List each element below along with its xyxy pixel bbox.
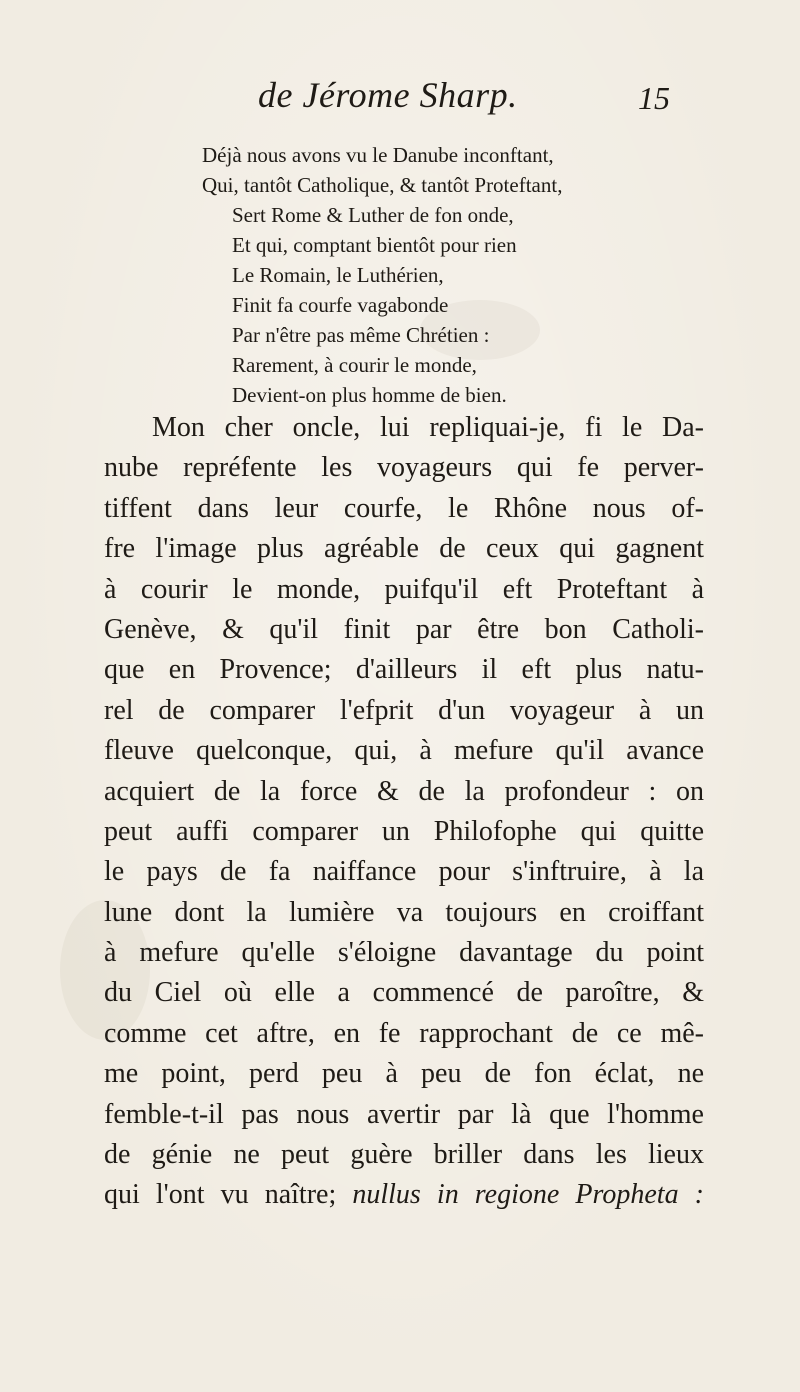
- prose-line: lune dont la lumière va toujours en croiffant: [104, 896, 704, 928]
- prose-line: à courir le monde, puifqu'il eft Proteftant à: [104, 573, 704, 605]
- prose-line: acquiert de la force & de la profondeur : on: [104, 775, 704, 807]
- prose-line: Mon cher oncle, lui repliquai-je, fi le Da-: [152, 412, 704, 443]
- verse-line: Devient-on plus homme de bien.: [232, 383, 507, 407]
- prose-line: fre l'image plus agréable de ceux qui gagnent: [104, 533, 704, 565]
- prose-line: comme cet aftre, en fe rapprochant de ce mê-: [104, 1017, 704, 1049]
- prose-line: de génie ne peut guère briller dans les lieux: [104, 1139, 704, 1171]
- verse-line: Rarement, à courir le monde,: [232, 353, 477, 377]
- prose-final-roman: qui l'ont vu naître;: [104, 1179, 353, 1211]
- prose-line: que en Provence; d'ailleurs il eft plus natu-: [104, 654, 704, 686]
- prose-line: tiffent dans leur courfe, le Rhône nous of-: [104, 492, 704, 524]
- verse-line: Et qui, comptant bientôt pour rien: [232, 233, 517, 257]
- prose-line: fleuve quelconque, qui, à mefure qu'il avance: [104, 735, 704, 767]
- prose-line: du Ciel où elle a commencé de paroître, &: [104, 977, 704, 1009]
- prose-line: rel de comparer l'efprit d'un voyageur à un: [104, 694, 704, 726]
- prose-line: me point, perd peu à peu de fon éclat, ne: [104, 1058, 704, 1090]
- verse-line: Déjà nous avons vu le Danube inconftant,: [202, 143, 554, 167]
- prose-block: [104, 408, 704, 1216]
- page-header: [0, 74, 800, 124]
- page-number: 15: [638, 80, 670, 116]
- prose-line: peut auffi comparer un Philofophe qui quitte: [104, 815, 704, 847]
- verse-line: Par n'être pas même Chrétien :: [232, 323, 490, 347]
- latin-quotation: nullus in regione Propheta :: [352, 1179, 704, 1211]
- verse-line: Sert Rome & Luther de fon onde,: [232, 203, 514, 227]
- prose-line: femble-t-il pas nous avertir par là que l'homme: [104, 1098, 704, 1130]
- prose-line: à mefure qu'elle s'éloigne davantage du point: [104, 937, 704, 969]
- verse-line: Le Romain, le Luthérien,: [232, 263, 444, 287]
- prose-line-final: [104, 1175, 704, 1215]
- prose-line: le pays de fa naiffance pour s'inftruire, à la: [104, 856, 704, 888]
- prose-line: Genève, & qu'il finit par être bon Catholi-: [104, 613, 704, 645]
- running-head: de Jérome Sharp.: [258, 75, 518, 115]
- prose-line: nube repréfente les voyageurs qui fe perver-: [104, 452, 704, 484]
- verse-line: Qui, tantôt Catholique, & tantôt Proteftant,: [202, 173, 563, 197]
- verse-line: Finit fa courfe vagabonde: [232, 293, 449, 317]
